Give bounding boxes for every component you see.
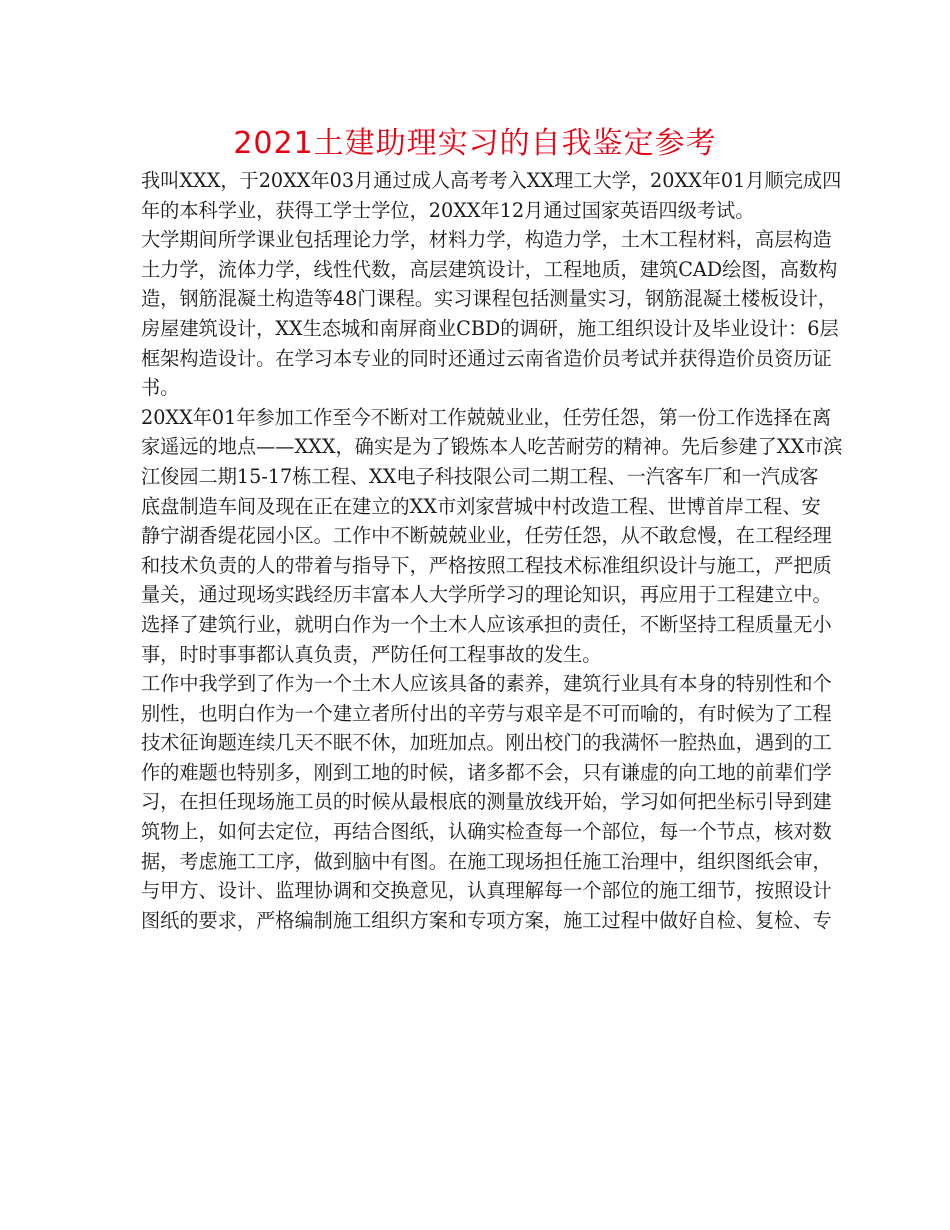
body-text-line: 别性，也明白作为一个建立者所付出的辛劳与艰辛是不可而喻的，有时候为了工程 [141,701,832,725]
document-title: 2021土建助理实习的自我鉴定参考 [233,126,717,161]
document-body [141,166,843,935]
body-text-line: 房屋建筑设计，XX生态城和南屏商业CBD的调研，施工组织设计及毕业设计：6层 [141,316,839,340]
body-text-line: 作的难题也特别多，刚到工地的时候，诸多都不会，只有谦虚的向工地的前辈们学 [141,760,832,784]
body-text-line: 20XX年01年参加工作至今不断对工作兢兢业业，任劳任怨，第一份工作选择在离 [141,405,832,429]
body-text-line: 我叫XXX，于20XX年03月通过成人高考考入XX理工大学，20XX年01月顺完成四 [141,169,842,192]
body-text-line: 事，时时事事都认真负责，严防任何工程事故的发生。 [141,642,602,666]
body-text-line: 土力学，流体力学，线性代数，高层建筑设计，工程地质，建筑CAD绘图，高数构 [141,257,838,281]
body-text-line: 习，在担任现场施工员的时候从最根底的测量放线开始，学习如何把坐标引导到建 [141,790,832,814]
body-text-line: 造，钢筋混凝土构造等48门课程。实习课程包括测量实习，钢筋混凝土楼板设计， [141,287,837,311]
body-text-line: 江俊园二期15-17栋工程、XX电子科技限公司二期工程、一汽客车厂和一汽成客 [141,464,819,488]
body-text-line: 工作中我学到了作为一个土木人应该具备的素养，建筑行业具有本身的特别性和个 [141,672,832,696]
body-text-line: 大学期间所学课业包括理论力学，材料力学，构造力学，土木工程材料，高层构造 [141,228,832,252]
body-text-line: 据，考虑施工工序，做到脑中有图。在施工现场担任施工治理中，组织图纸会审， [141,849,832,873]
body-text-line: 筑物上，如何去定位，再结合图纸，认确实检查每一个部位，每一个节点，核对数 [141,820,832,844]
body-text-line: 静宁湖香缇花园小区。工作中不断兢兢业业，任劳任怨，从不敢怠慢，在工程经理 [141,524,832,548]
body-text-line: 框架构造设计。在学习本专业的同时还通过云南省造价员考试并获得造价员资历证 [141,346,832,370]
body-text-line: 家遥远的地点——XXX，确实是为了锻炼本人吃苦耐劳的精神。先后参建了XX市滨 [141,435,843,459]
body-text-line: 图纸的要求，严格编制施工组织方案和专项方案，施工过程中做好自检、复检、专 [141,908,832,932]
body-text-line: 量关，通过现场实践经历丰富本人大学所学习的理论知识，再应用于工程建立中。 [141,583,832,607]
body-text-line: 技术征询题连续几天不眠不休，加班加点。刚出校门的我满怀一腔热血，遇到的工 [141,731,832,755]
body-text-line: 与甲方、设计、监理协调和交换意见，认真理解每一个部位的施工细节，按照设计 [141,879,832,903]
body-text-line: 底盘制造车间及现在正在建立的XX市刘家营城中村改造工程、世博首岸工程、安 [141,494,821,518]
body-text-line: 和技术负责的人的带着与指导下，严格按照工程技术标准组织设计与施工，严把质 [141,553,832,577]
body-text-line: 选择了建筑行业，就明白作为一个土木人应该承担的责任，不断坚持工程质量无小 [141,612,832,636]
body-text-line: 书。 [141,376,180,400]
body-text-line: 年的本科学业，获得工学士学位，20XX年12月通过国家英语四级考试。 [141,198,755,222]
